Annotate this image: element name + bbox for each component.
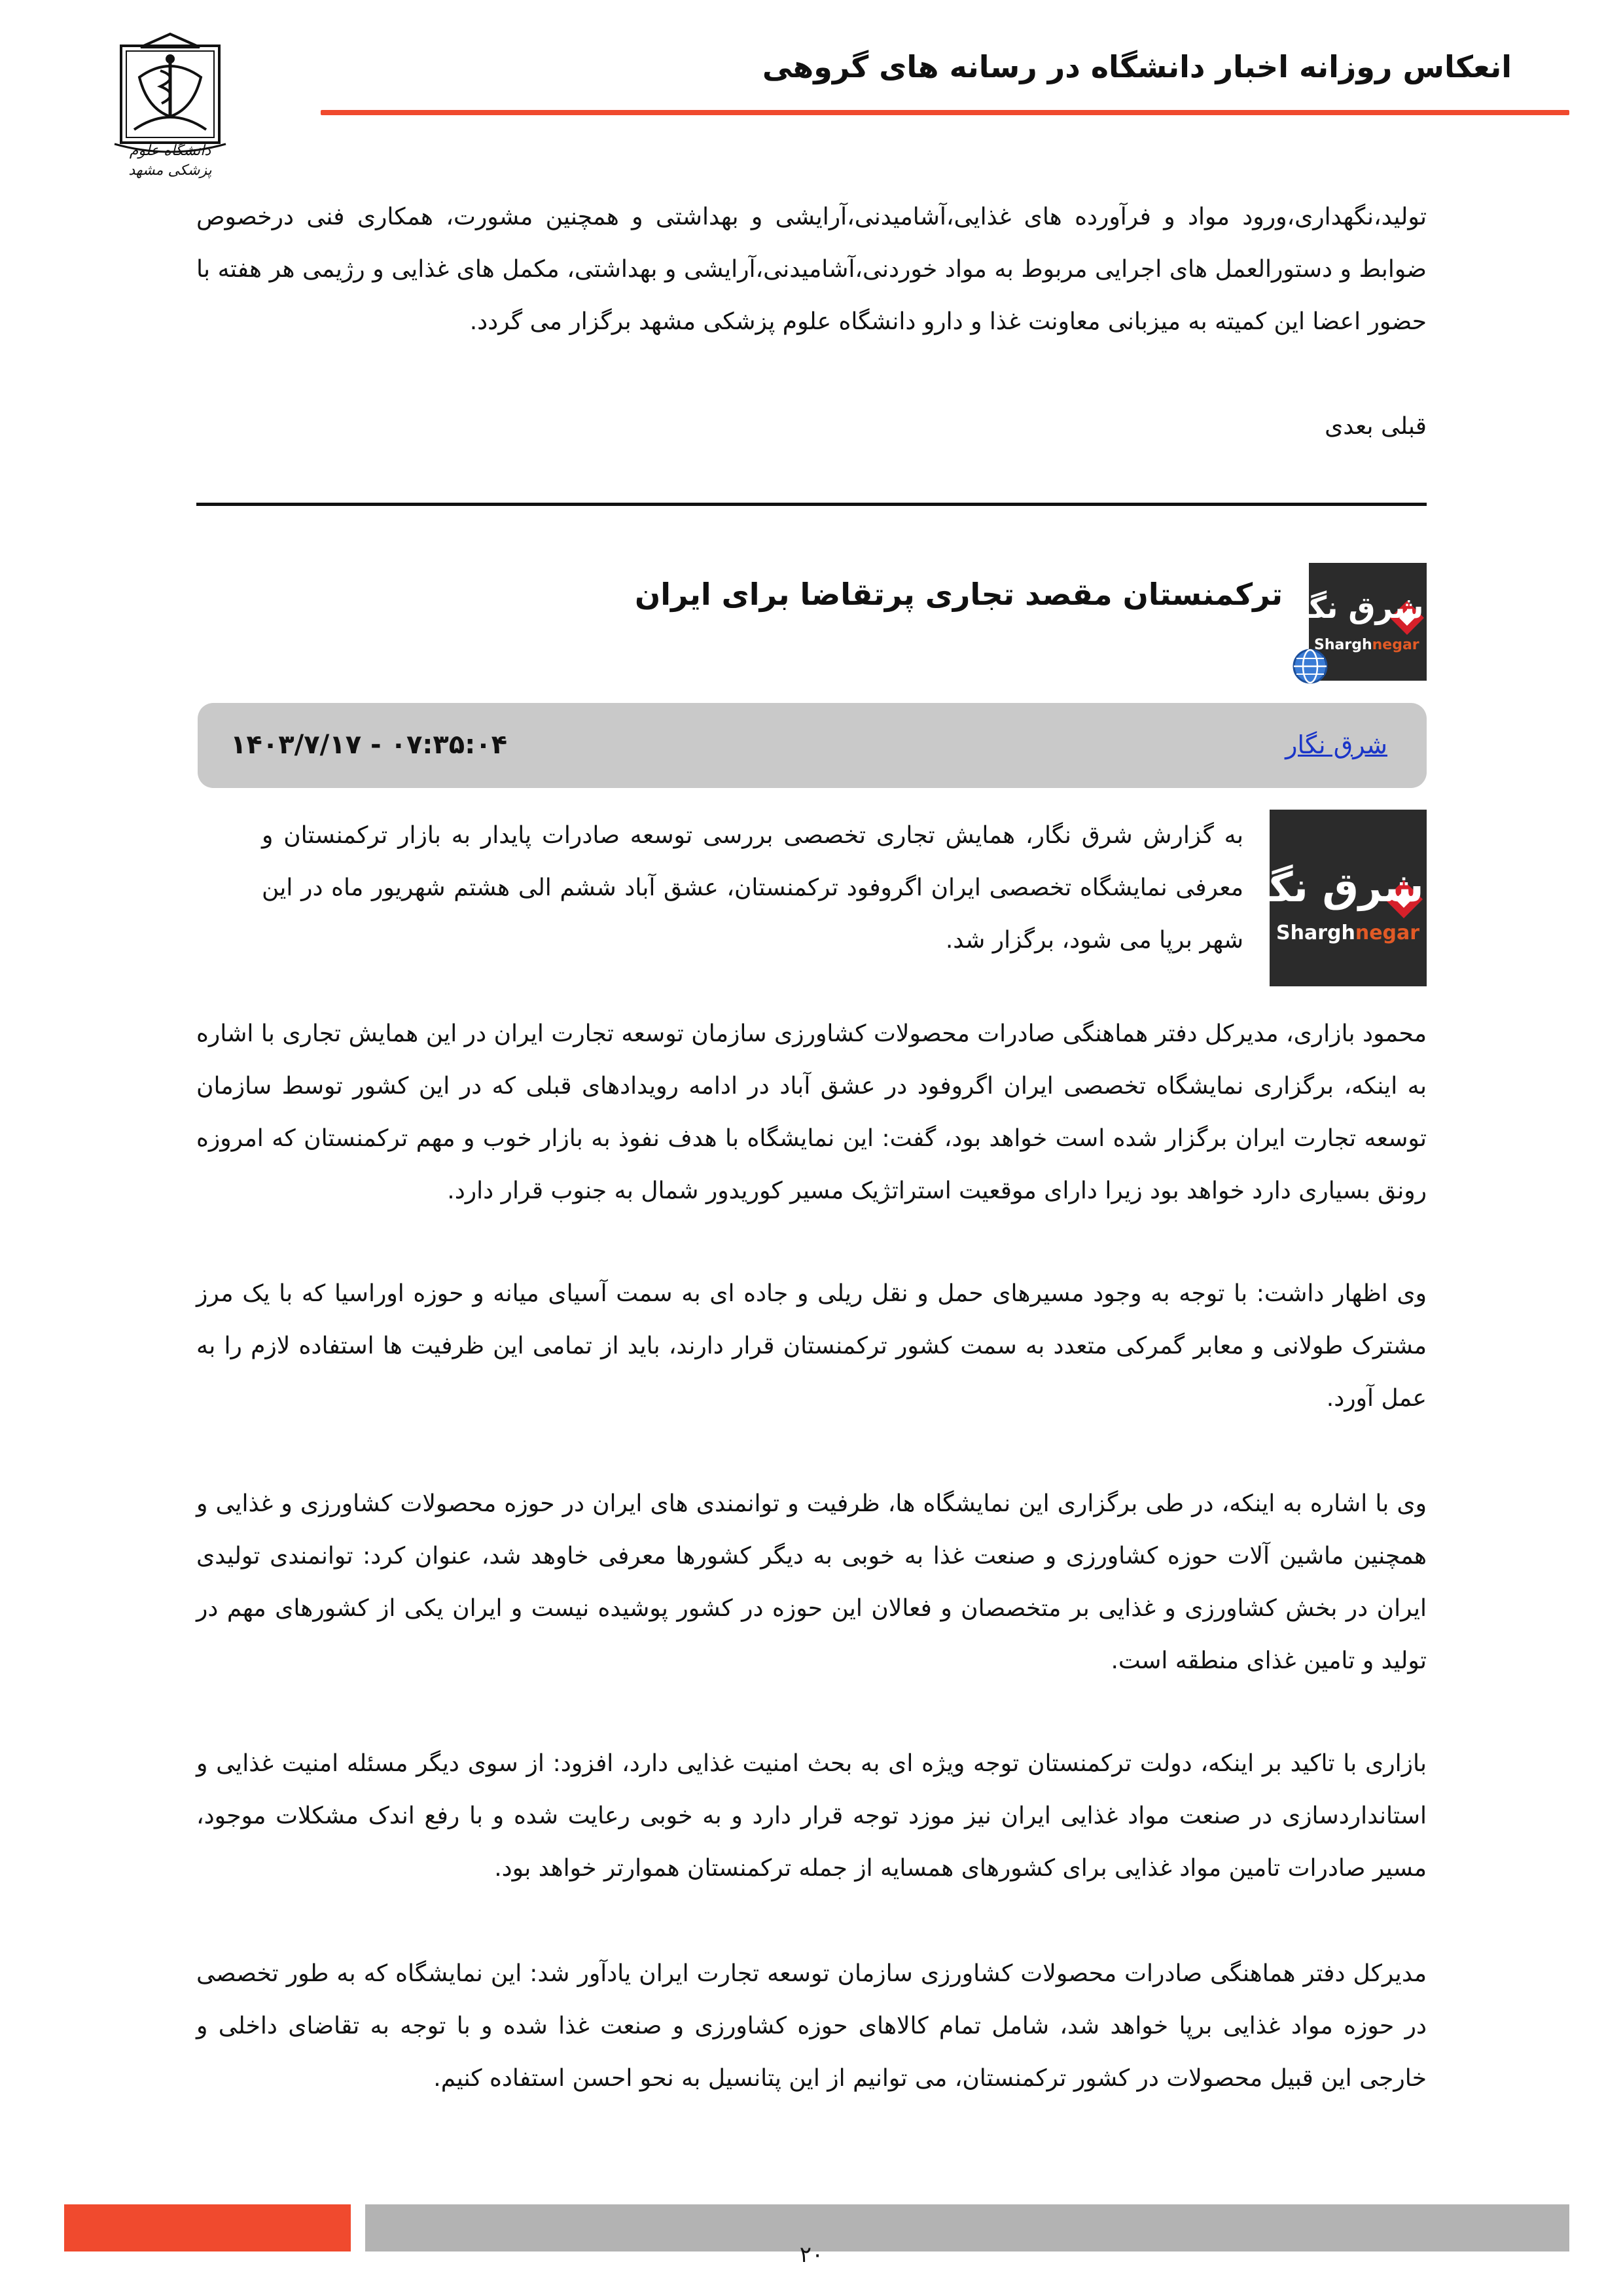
article-paragraph: محمود بازاری، مدیرکل دفتر هماهنگی صادرات محصولات کشاورزی سازمان توسعه تجارت ایران در این همایش تجاری با اشاره به اینکه، برگزاری نمایشگاه تخصصی ایران اگروفود در عشق آباد در ادامه رویدادهای قبلی که در این کشور توسط سازمان توسعه تجارت ایران برگزار شده است خواهد بود، گفت: این نمایشگاه با هدف نفوذ به بازار خوب و مهم ترکمنستان که امروزه رونق بسیاری دارد خواهد بود زیرا دارای موقعیت استراتژیک مسیر کوریدور شمال به جنوب قرار دارد. [196, 1020, 1427, 1204]
next-link[interactable]: بعدی [1325, 413, 1374, 440]
article-paragraph: به گزارش شرق نگار، همایش تجاری تخصصی بررسی توسعه صادرات پایدار به بازار ترکمنستان و معرفی نمایشگاه تخصصی ایران اگروفود ترکمنستان، عشق آباد ششم الی هشتم شهریور ماه در این شهر برپا می شود، برگزار شد. [262, 822, 1243, 954]
university-emblem-caption: دانشگاه علوم پزشکی مشهد [128, 143, 212, 179]
article-paragraph: بازاری با تاکید بر اینکه، دولت ترکمنستان توجه ویژه ای به بحث امنیت غذایی دارد، افزود: از سوی دیگر مسئله امنیت غذایی و استانداردسازی در صنعت مواد غذایی ایران نیز موزد توجه قرار دارد و به خوبی رعایت شده و با رفع اندک مشکلات موجود، مسیر صادرات تامین مواد غذایی برای کشورهای همسایه از جمله ترکمنستان هموارتر خواهد بود. [196, 1750, 1427, 1882]
image-persian-text: شرق نگار [1230, 863, 1424, 911]
prev-link[interactable]: قبلی [1381, 413, 1427, 440]
logo-latin-text: Sharghnegar [1314, 637, 1419, 653]
article-image [1230, 810, 1427, 986]
page-header-title: انعکاس روزانه اخبار دانشگاه در رسانه های گروهی [762, 49, 1512, 84]
globe-icon[interactable] [1292, 648, 1329, 685]
article-paragraph: وی اظهار داشت: با توجه به وجود مسیرهای حمل و نقل ریلی و جاده ای به سمت آسیای میانه و حوزه اوراسیا که با یک مرز مشترک طولانی و معابر گمرکی متعدد به سمت کشور ترکمنستان قرار دارند، باید از تمامی این ظرفیت ها استفاده لازم را به عمل آورد. [196, 1280, 1427, 1412]
article-nav [1325, 401, 1427, 453]
article-paragraph: مدیرکل دفتر هماهنگی صادرات محصولات کشاورزی سازمان توسعه تجارت ایران یادآور شد: این نمایشگاه که به طور تخصصی در حوزه مواد غذایی برپا خواهد شد، شامل تمام کالاهای حوزه کشاورزی و صنعت غذا شده و با توجه به تقاضای داخلی و خارجی این قبیل محصولات در کشور ترکمنستان، می توانیم از این پتانسیل به نحو احسن استفاده کنیم. [196, 1960, 1427, 2092]
article-paragraph: وی با اشاره به اینکه، در طی برگزاری این نمایشگاه ها، ظرفیت و توانمندی های ایران در حوزه محصولات کشاورزی و غذایی و همچنین ماشین آلات حوزه کشاورزی و صنعت غذا به خوبی به دیگر کشورها معرفی خاوهد شد، عنوان کرد: توانمندی تولیدی ایران در بخش کشاورزی و غذایی بر متخصصان و فعالان این حوزه در کشور پوشیده نیست و ایران یکی از کشورهای مهم در تولید و تامین غذای منطقه است. [196, 1490, 1427, 1674]
page-number: ۲۰ [799, 2242, 824, 2268]
publish-datetime: ۱۴۰۳/۷/۱۷ - ۰۷:۳۵:۰۴ [230, 730, 508, 760]
footer-accent-bar [64, 2204, 351, 2251]
source-link[interactable]: شرق نگار [1285, 730, 1387, 759]
logo-persian-text: شرق نگار [1280, 590, 1424, 625]
header-divider [321, 110, 1569, 115]
section-divider [196, 503, 1427, 506]
footer-bar [365, 2204, 1569, 2251]
university-emblem-icon [108, 31, 232, 179]
news-title: ترکمنستان مقصد تجاری پرتقاضا برای ایران [634, 577, 1283, 612]
prev-article-paragraph: تولید،نگهداری،ورود مواد و فرآورده های غذایی،آشامیدنی،آرایشی و بهداشتی و همچنین مشورت، همکاری فنی درخصوص ضوابط و دستورالعمل های اجرایی مربوط به مواد خوردنی،آشامیدنی،آرایشی و بهداشتی، مکمل های غذایی و رژیمی هر هفته با حضور اعضا این کمیته به میزبانی معاونت غذا و دارو دانشگاه علوم پزشکی مشهد برگزار می گردد. [196, 204, 1427, 335]
image-latin-text: Sharghnegar [1276, 922, 1420, 944]
